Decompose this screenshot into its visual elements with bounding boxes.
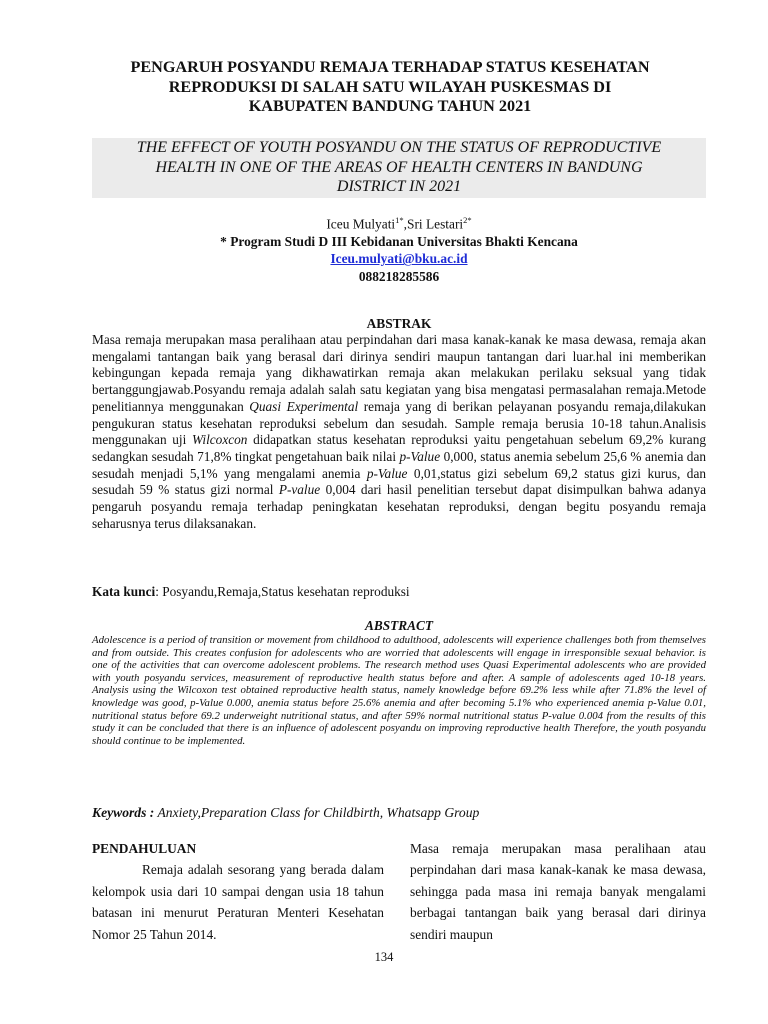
- keywords-label: Keywords :: [92, 805, 155, 820]
- intro-left-column: [92, 838, 384, 945]
- intro-right-column: [410, 838, 706, 945]
- section-heading: PENDAHULUAN: [92, 841, 197, 856]
- abstrak-italic: Wilcoxcon: [192, 432, 248, 448]
- abstract-heading: ABSTRACT: [365, 618, 433, 633]
- abstrak-text: remaja yang di berikan pelayanan posyandu remaja,dilakukan pengukuran status kesehatan reproduksi sebelum dan sesudah. Sample remaja berusia 10-18 tahun.Analisis menggunakan uji: [92, 398, 706, 448]
- abstrak-text: 0,01,status gizi sebelum 69,2 status gizi kurus, dan sesudah 59 % status gizi normal: [92, 465, 706, 498]
- author-block: [92, 212, 706, 285]
- kata-kunci-label: Kata kunci: [92, 584, 156, 599]
- author-2-sup: 2*: [463, 215, 472, 225]
- affiliation: * Program Studi D III Kebidanan Universitas Bhakti Kencana: [220, 233, 578, 249]
- title-en-line: HEALTH IN ONE OF THE AREAS OF HEALTH CENTERS IN BANDUNG: [155, 158, 643, 176]
- abstrak-heading: ABSTRAK: [366, 316, 432, 331]
- abstrak-italic: P-value: [278, 482, 321, 498]
- author-1: Iceu Mulyati: [326, 216, 396, 232]
- intro-paragraph-left: Remaja adalah sesorang yang berada dalam kelompok usia dari 10 sampai dengan usia 18 tahun batasan ini menurut Peraturan Menteri Kesehatan Nomor 25 Tahun 2014.: [92, 862, 384, 942]
- title-indonesian: [92, 58, 688, 117]
- author-separator: ,: [403, 216, 407, 232]
- abstrak-text: 0,000, status anemia sebelum 25,6 % anemia dan sesudah menjadi 5,1% yang mengalami anemia: [92, 448, 707, 481]
- author-names: [92, 212, 706, 233]
- title-en-line: THE EFFECT OF YOUTH POSYANDU ON THE STATUS OF REPRODUCTIVE: [136, 139, 662, 156]
- title-english: [92, 138, 706, 198]
- title-en-line: DISTRICT IN 2021: [336, 178, 462, 195]
- abstrak-italic: Quasi Experimental: [249, 398, 359, 414]
- phone-number: 088218285586: [358, 268, 440, 284]
- author-2: Sri Lestari: [407, 216, 464, 232]
- keywords-value: Anxiety,Preparation Class for Childbirth, Whatsapp Group: [154, 805, 480, 820]
- title-id-line: KABUPATEN BANDUNG TAHUN 2021: [248, 97, 532, 115]
- intro-paragraph-right: Masa remaja merupakan masa peralihaan atau perpindahan dari masa kanak-kanak ke masa dewasa, sehingga pada masa ini remaja banyak mengalami berbagai tantangan baik yang berasal dari dirinya sendiri maupun: [410, 841, 706, 942]
- keywords: [92, 805, 706, 821]
- abstrak-text: 0,004 dari hasil penelitian tersebut dapat disimpulkan bahwa adanya pengaruh posyandu remaja terhadap peningkatan kesehatan reproduksi, dengan begitu posyandu remaja seharusnya terus dilaksanakan.: [92, 482, 706, 531]
- page-number: 134: [374, 950, 394, 964]
- kata-kunci: [92, 584, 706, 600]
- abstrak-text: Masa remaja merupakan masa peralihaan atau perpindahan dari masa kanak-kanak ke masa dewasa, remaja akan mengalami tantangan baik yang berasal dari dirinya sendiri maupun tantangan dari luar.hal ini memberikan kebingungan kepada remaja yang dikhawatirkan remaja akan melakukan perilaku seksual yang tidak bertanggungjawab.Posyandu remaja adalah salah satu kegiatan yang bisa mengatasi permasalahan remaja.Metode penelitiannya menggunakan: [92, 332, 706, 414]
- abstrak-body: [92, 332, 706, 532]
- author-1-sup: 1*: [395, 215, 404, 225]
- abstrak-italic: p-Value: [399, 448, 441, 464]
- title-id-line: PENGARUH POSYANDU REMAJA TERHADAP STATUS KESEHATAN: [130, 58, 650, 76]
- abstrak-text: didapatkan status kesehatan reproduksi yaitu pengetahuan sebelum 69,2% kurang sedangkan sesudah 71,8% tingkat pengetahuan baik nilai: [92, 432, 706, 464]
- email-link[interactable]: Iceu.mulyati@bku.ac.id: [330, 251, 468, 267]
- kata-kunci-value: : Posyandu,Remaja,Status kesehatan reproduksi: [155, 584, 410, 599]
- abstrak-italic: p-Value: [366, 465, 408, 481]
- title-id-line: REPRODUKSI DI SALAH SATU WILAYAH PUSKESMAS DI: [168, 77, 612, 96]
- abstract-body: Adolescence is a period of transition or movement from childhood to adulthood, adolescents will experience challenges both from themselves and from outside. This creates confusion for adolescents who are worried that adolescents will engage in irresponsible sexual behavior. is one of the activities that can overcome adolescent problems. The research method uses Quasi Experimental adolescents who are provided with youth posyandu services, measurement of reproductive health status before and after. A sample of adolescents aged 10-18 years. Analysis using the Wilcoxon test obtained reproductive health status, namely knowledge before 69.2% less while after 71.8% the level of knowledge was good, p-Value 0.000, anemia status before 25.6% anemia and after becoming 5.1% who experienced anemia p-Value 0.01, nutritional status before 69.2 underweight nutritional status, and after 59% normal nutritional status P-value 0.004 from the results of this study it can be concluded that there is an influence of adolescent posyandu on improving reproductive health Therefore, the youth posyandu should continue to be implemented.: [92, 634, 706, 747]
